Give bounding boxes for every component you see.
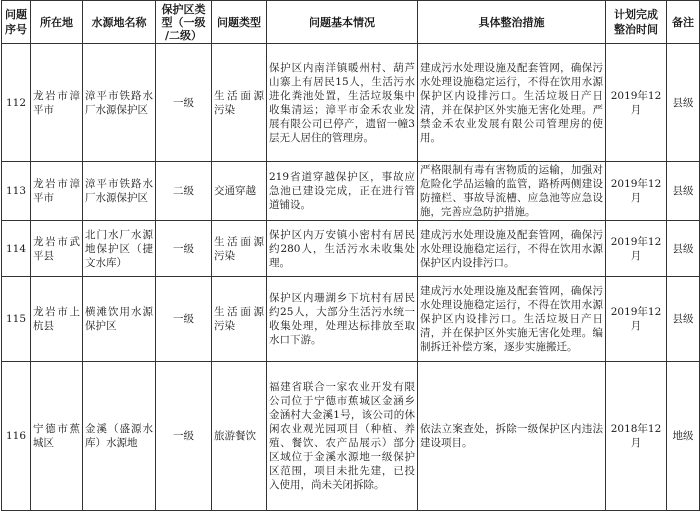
cell-deadline: 2019年12月	[606, 44, 667, 162]
header-deadline: 计划完成 整治时间	[606, 1, 667, 44]
cell-location: 宁德市蕉城区	[31, 362, 83, 511]
cell-source-name: 漳平市铁路水厂水源保护区	[83, 44, 156, 162]
cell-source-name: 北门水厂水源地保护区（捷文水库）	[83, 221, 156, 277]
cell-deadline: 2019年12月	[606, 162, 667, 221]
cell-situation: 219省道穿越保护区，事故应急池已建设完成，正在进行管道铺设。	[267, 162, 418, 221]
header-row	[2, 1, 700, 44]
cell-situation: 福建省联合一家农业开发有限公司位于宁德市蕉城区金涵乡金涵村大金溪1号，该公司的休闲农业观光园项目（种植、养殖、餐饮、农产品展示）部分区域位于金溪水源地一级保护区范围，项目未批先建，已投入使用，尚未关闭拆除。	[267, 362, 418, 511]
cell-seq: 114	[2, 221, 31, 277]
table-row	[2, 277, 700, 362]
cell-zone-type: 一级	[156, 221, 212, 277]
cell-zone-type: 一级	[156, 44, 212, 162]
cell-seq: 112	[2, 44, 31, 162]
cell-seq: 116	[2, 362, 31, 511]
cell-source-name: 横滩饮用水源保护区	[83, 277, 156, 362]
rectification-table	[1, 0, 700, 511]
cell-seq: 115	[2, 277, 31, 362]
cell-problem-type: 生活面源污染	[212, 221, 267, 277]
table-row	[2, 221, 700, 277]
header-problem-type: 问题类型	[212, 1, 267, 44]
cell-source-name: 金溪（盛源水库）水源地	[83, 362, 156, 511]
header-source-name: 水源地名称	[83, 1, 156, 44]
cell-measures: 依法立案查处，拆除一级保护区内违法建设项目。	[418, 362, 606, 511]
cell-remark: 县级	[667, 277, 700, 362]
cell-situation: 保护区内南洋镇暖州村、葫芦山寨上有居民15人，生活污水进化粪池处置，生活垃圾集中收集清运；漳平市金禾农业发展有限公司已停产，遗留一幢3层无人居住的管理房。	[267, 44, 418, 162]
cell-situation: 保护区内万安镇小密村有居民约280人，生活污水未收集处理。	[267, 221, 418, 277]
cell-location: 龙岩市武平县	[31, 221, 83, 277]
cell-measures: 建成污水处理设施及配套管网，确保污水处理设施稳定运行，不得在饮用水源保护区内设排污口。	[418, 221, 606, 277]
cell-remark: 县级	[667, 162, 700, 221]
header-situation: 问题基本情况	[267, 1, 418, 44]
cell-zone-type: 一级	[156, 362, 212, 511]
cell-measures: 建成污水处理设施及配套管网，确保污水处理设施稳定运行，不得在饮用水源保护区内设排污口。生活垃圾日产日清，并在保护区外实施无害化处理。编制拆迁补偿方案，逐步实施搬迁。	[418, 277, 606, 362]
header-measures: 具体整治措施	[418, 1, 606, 44]
table-row	[2, 162, 700, 221]
cell-remark: 地级	[667, 362, 700, 511]
header-seq: 问题 序号	[2, 1, 31, 44]
header-remark: 备注	[667, 1, 700, 44]
cell-problem-type: 旅游餐饮	[212, 362, 267, 511]
cell-source-name: 漳平市铁路水厂水源保护区	[83, 162, 156, 221]
cell-problem-type: 生活面源污染	[212, 277, 267, 362]
cell-location: 龙岩市漳平市	[31, 162, 83, 221]
cell-problem-type: 交通穿越	[212, 162, 267, 221]
table-row	[2, 44, 700, 162]
header-zone-type: 保护区类 型（一级 /二级）	[156, 1, 212, 44]
cell-remark: 县级	[667, 44, 700, 162]
cell-zone-type: 一级	[156, 277, 212, 362]
cell-problem-type: 生活面源污染	[212, 44, 267, 162]
cell-location: 龙岩市上杭县	[31, 277, 83, 362]
table-row	[2, 362, 700, 511]
cell-remark: 县级	[667, 221, 700, 277]
header-location: 所在地	[31, 1, 83, 44]
cell-zone-type: 二级	[156, 162, 212, 221]
cell-location: 龙岩市漳平市	[31, 44, 83, 162]
cell-deadline: 2019年12月	[606, 277, 667, 362]
cell-measures: 建成污水处理设施及配套管网，确保污水处理设施稳定运行，不得在饮用水源保护区内设排污口。生活垃圾日产日清，并在保护区外实施无害化处理。严禁金禾农业发展有限公司管理房的使用。	[418, 44, 606, 162]
cell-measures: 严格限制有毒有害物质的运输，加强对危险化学品运输的监管，路桥两侧建设防撞栏、事故导流槽、应急池等应急设施，完善应急防护措施。	[418, 162, 606, 221]
cell-situation: 保护区内珊湖乡下坑村有居民约25人，大部分生活污水统一收集处理，处理达标排放至取水口下游。	[267, 277, 418, 362]
cell-deadline: 2019年12月	[606, 221, 667, 277]
cell-deadline: 2018年12月	[606, 362, 667, 511]
cell-seq: 113	[2, 162, 31, 221]
